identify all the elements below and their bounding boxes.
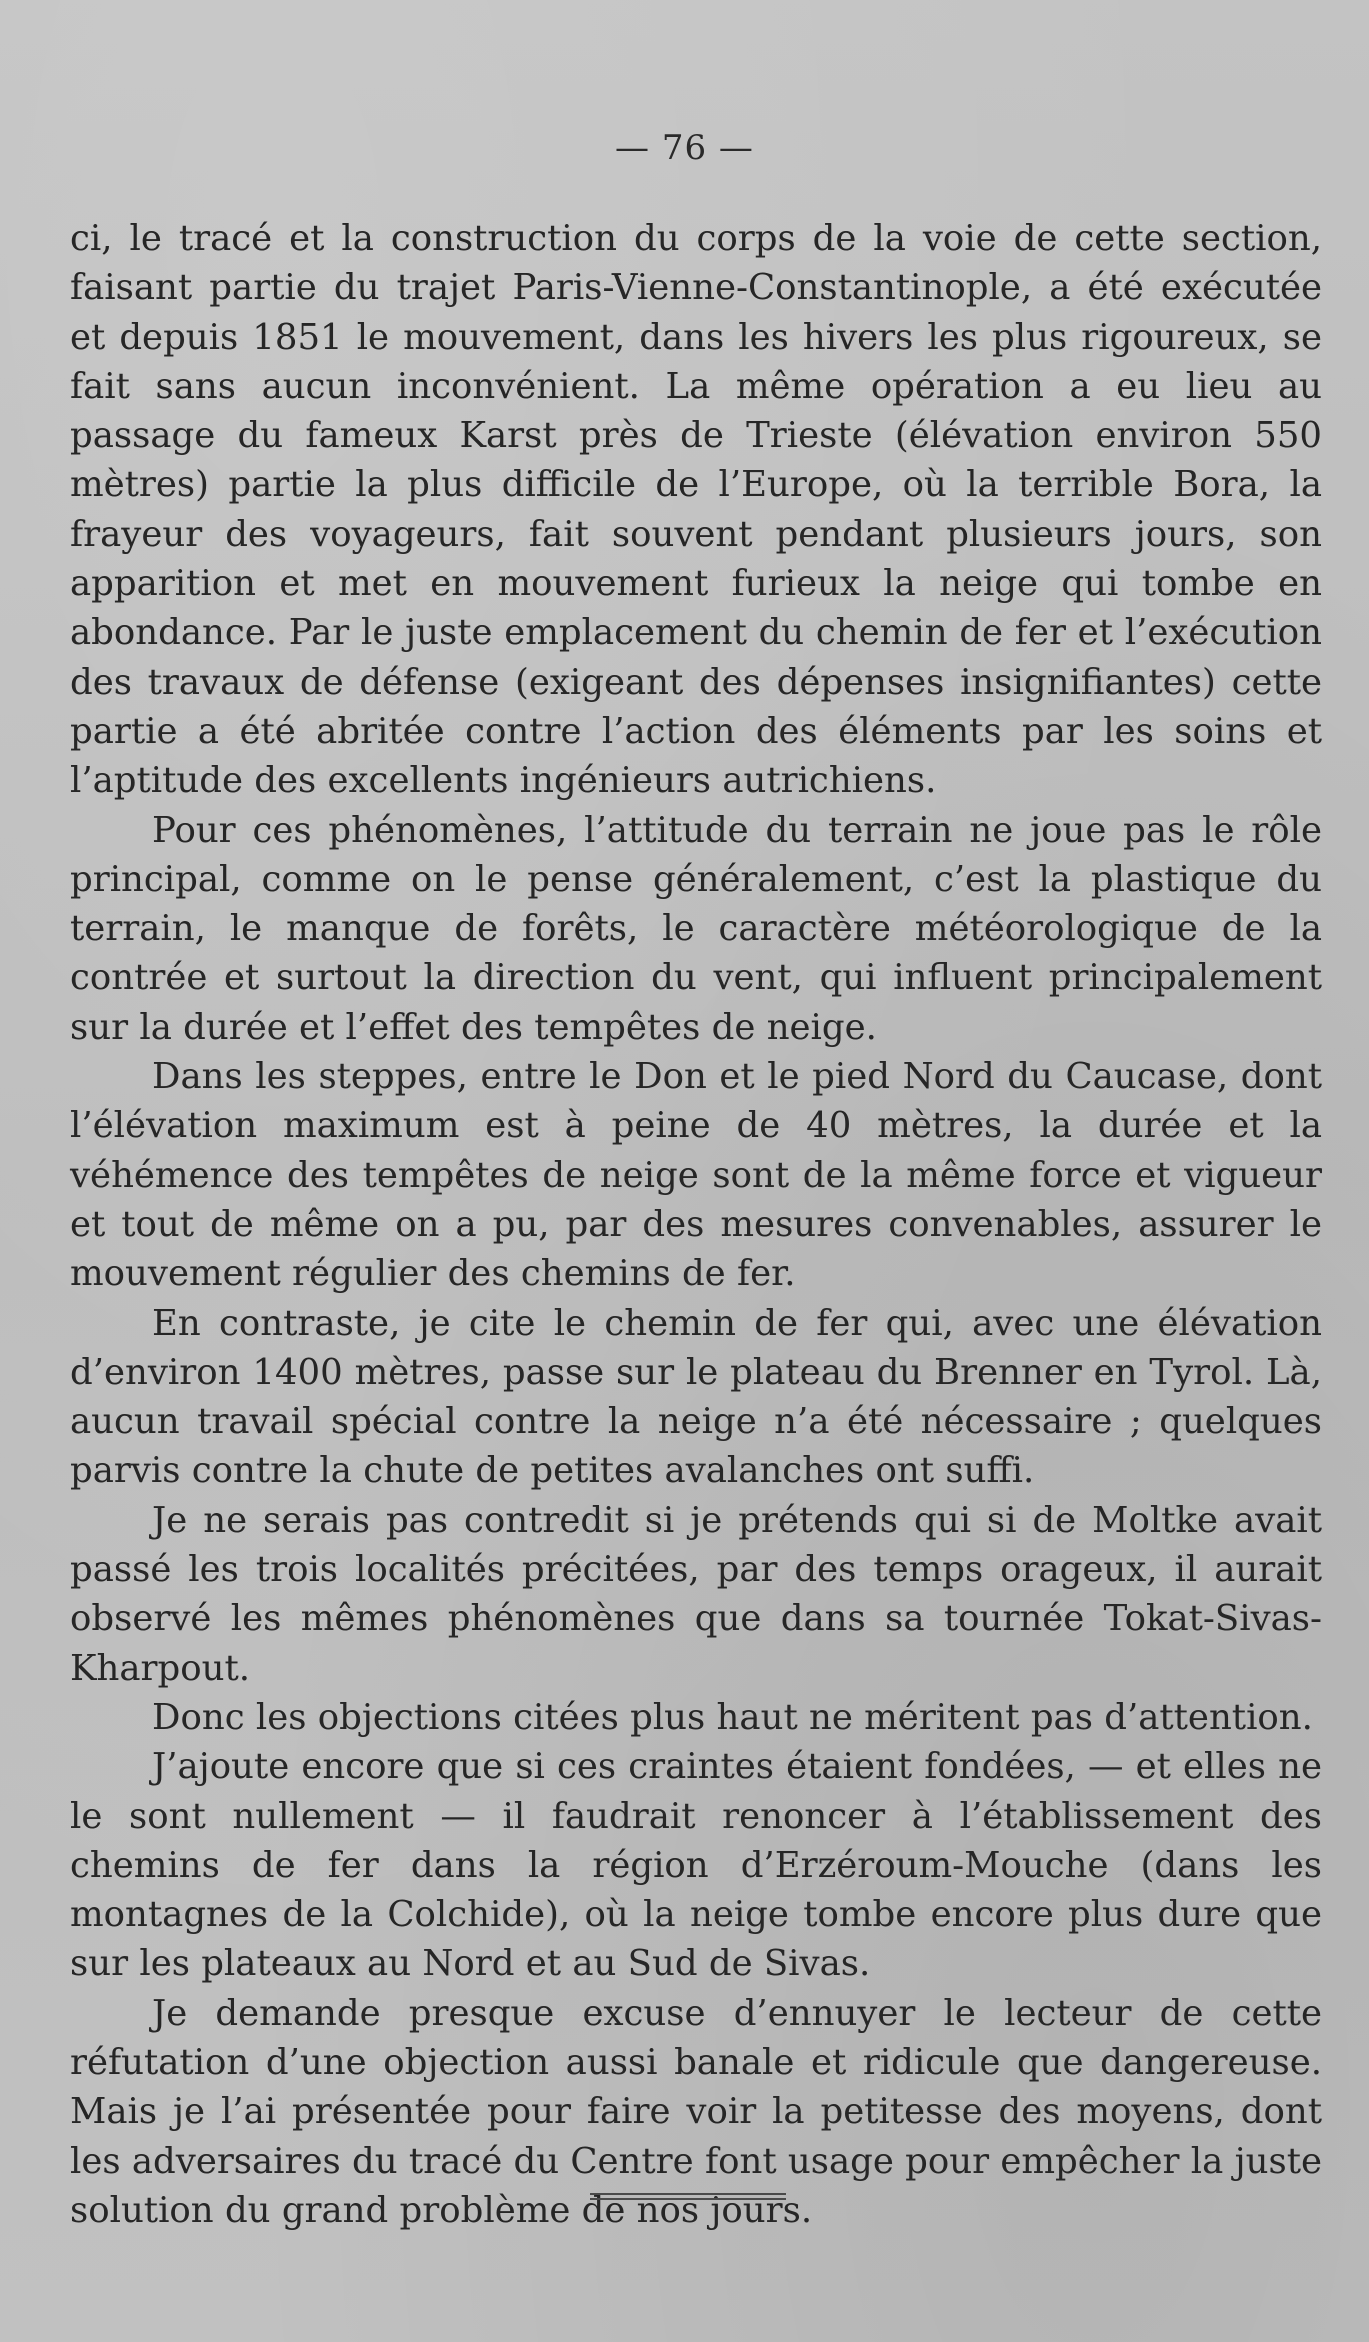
paragraph-2: Pour ces phénomènes, l’attitude du terrain ne joue pas le rôle principal, comme on le pense généralement, c’est la plastique du terrain, le manque de forêts, le caractère météorologique de la contrée et surtout la direction du vent, qui influent principalement sur la durée et l’effet des tempêtes de neige. bbox=[70, 809, 1322, 1048]
paragraph-7: J’ajoute encore que si ces craintes étaient fondées, — et elles ne le sont nullement — il faudrait renoncer à l’établissement des chemins de fer dans la région d’Erzéroum-Mouche (dans les montagnes de la Colchide), où la neige tombe encore plus dure que sur les plateaux au Nord et au Sud de Sivas. bbox=[70, 1746, 1322, 1985]
paragraph-3: Dans les steppes, entre le Don et le pied Nord du Caucase, dont l’élévation maximum est à peine de 40 mètres, la durée et la véhémence des tempêtes de neige sont de la même force et vigueur et tout de même on a pu, par des mesures convenables, assurer le mouvement régulier des chemins de fer. bbox=[70, 1056, 1322, 1295]
page-number: — 76 — bbox=[615, 128, 754, 168]
paragraph-5: Je ne serais pas contredit si je prétends qui si de Moltke avait passé les trois localités précitées, par des temps orageux, il aurait observé les mêmes phénomènes que dans sa tournée Tokat-Sivas-Kharpout. bbox=[70, 1499, 1322, 1689]
paragraph-4: En contraste, je cite le chemin de fer qui, avec une élévation d’environ 1400 mètres, passe sur le plateau du Brenner en Tyrol. Là, aucun travail spécial contre la neige n’a été nécessaire ; quelques parvis contre la chute de petites avalanches ont suffi. bbox=[70, 1302, 1322, 1492]
text-body bbox=[70, 214, 1322, 2235]
paragraph-6: Donc les objections citées plus haut ne méritent pas d’attention. bbox=[152, 1696, 1313, 1738]
paragraph-1: ci, le tracé et la construction du corps de la voie de cette section, faisant partie du trajet Paris-Vienne-Constantinople, a été exécutée et depuis 1851 le mouvement, dans les hivers les plus rigoureux, se fait sans aucun inconvénient. La même opération a eu lieu au passage du fameux Karst près de Trieste (élévation environ 550 mètres) partie la plus difficile de l’Europe, où la terrible Bora, la frayeur des voyageurs, fait souvent pendant plusieurs jours, son apparition et met en mouvement furieux la neige qui tombe en abondance. Par le juste emplacement du chemin de fer et l’exécution des travaux de défense (exigeant des dépenses insignifiantes) cette partie a été abritée contre l’action des éléments par les soins et l’aptitude des excellents ingénieurs autrichiens. bbox=[70, 218, 1322, 802]
end-of-text-rule bbox=[590, 2193, 786, 2200]
paragraph-8: Je demande presque excuse d’ennuyer le lecteur de cette réfutation d’une objection aussi banale et ridicule que dangereuse. Mais je l’ai présentée pour faire voir la petitesse des moyens, dont les adversaires du tracé du Centre font usage pour empêcher la juste solution du grand problème de nos jours. bbox=[70, 1992, 1322, 2231]
